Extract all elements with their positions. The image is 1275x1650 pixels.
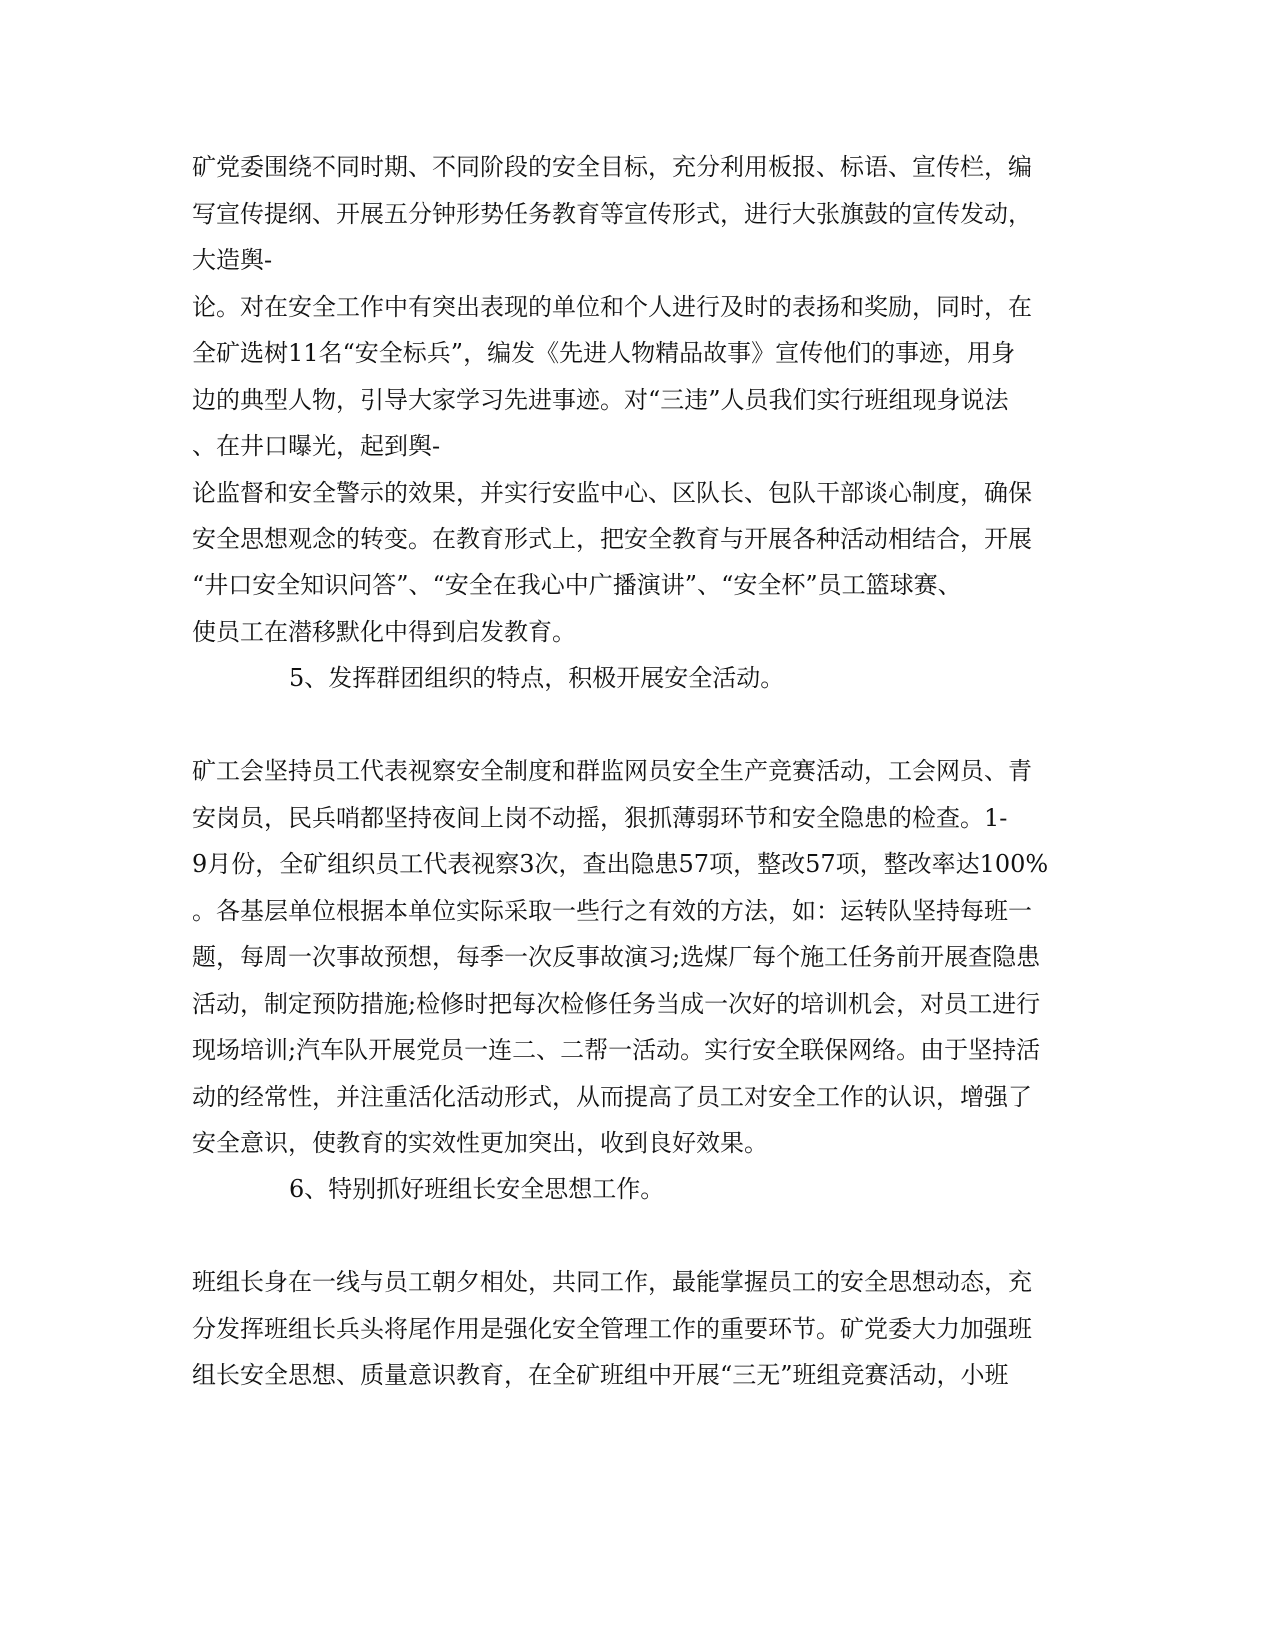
text-line: 安全意识，使教育的实效性更加突出，收到良好效果。 [192, 1129, 768, 1157]
text-line: 、在井口曝光，起到舆- [192, 432, 441, 460]
section-heading: 5、发挥群团组织的特点，积极开展安全活动。 [289, 664, 785, 692]
text-line: 班组长身在一线与员工朝夕相处，共同工作，最能掌握员工的安全思想动态，充 [192, 1268, 1032, 1296]
text-line: 安全思想观念的转变。在教育形式上，把安全教育与开展各种活动相结合，开展 [192, 525, 1032, 553]
text-line: 。各基层单位根据本单位实际采取一些行之有效的方法，如：运转队坚持每班一 [192, 897, 1032, 925]
text-line: 安岗员，民兵哨都坚持夜间上岗不动摇，狠抓薄弱环节和安全隐患的检查。1- [192, 804, 1008, 832]
text-line: 大造舆- [192, 246, 273, 274]
text-line: 动的经常性，并注重活化活动形式，从而提高了员工对安全工作的认识，增强了 [192, 1083, 1032, 1111]
text-line: 分发挥班组长兵头将尾作用是强化安全管理工作的重要环节。矿党委大力加强班 [192, 1315, 1032, 1343]
text-line: “井口安全知识问答”、“安全在我心中广播演讲”、“安全杯”员工篮球赛、 [192, 571, 962, 599]
text-line: 矿工会坚持员工代表视察安全制度和群监网员安全生产竞赛活动，工会网员、青 [192, 757, 1032, 785]
text-line: 写宣传提纲、开展五分钟形势任务教育等宣传形式，进行大张旗鼓的宣传发动， [192, 200, 1032, 228]
text-line: 论监督和安全警示的效果，并实行安监中心、区队长、包队干部谈心制度，确保 [192, 479, 1032, 507]
text-line: 使员工在潜移默化中得到启发教育。 [192, 618, 576, 646]
text-line: 组长安全思想、质量意识教育，在全矿班组中开展“三无”班组竞赛活动，小班 [192, 1361, 1009, 1389]
text-line: 活动，制定预防措施;检修时把每次检修任务当成一次好的培训机会，对员工进行 [192, 990, 1041, 1018]
text-line: 全矿选树11名“安全标兵”，编发《先进人物精品故事》宣传他们的事迹，用身 [192, 339, 1016, 367]
text-line: 论。对在安全工作中有突出表现的单位和个人进行及时的表扬和奖励，同时，在 [192, 293, 1032, 321]
text-line: 现场培训;汽车队开展党员一连二、二帮一活动。实行安全联保网络。由于坚持活 [192, 1036, 1041, 1064]
text-line: 矿党委围绕不同时期、不同阶段的安全目标，充分利用板报、标语、宣传栏，编 [192, 153, 1032, 181]
section-heading: 6、特别抓好班组长安全思想工作。 [289, 1175, 665, 1203]
text-line: 9月份，全矿组织员工代表视察3次，查出隐患57项，整改57项，整改率达100% [192, 850, 1049, 878]
text-line: 边的典型人物，引导大家学习先进事迹。对“三违”人员我们实行班组现身说法 [192, 386, 1009, 414]
text-line: 题，每周一次事故预想，每季一次反事故演习;选煤厂每个施工任务前开展查隐患 [192, 943, 1041, 971]
